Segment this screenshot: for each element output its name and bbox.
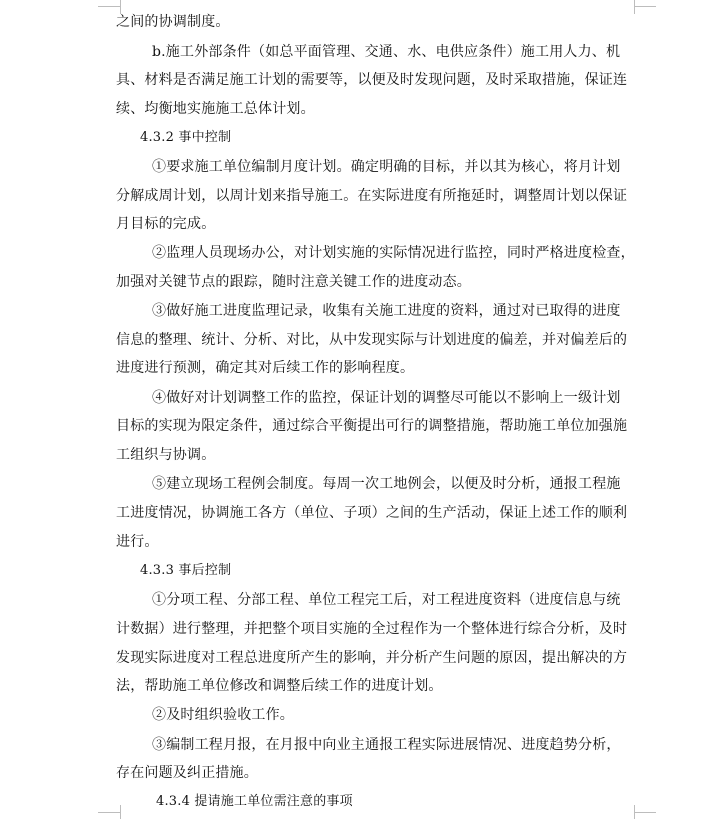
paragraph-line: 具、材料是否满足施工计划的需要等，以便及时发现问题，及时采取措施，保证连 (116, 72, 628, 88)
paragraph-line: 分解成周计划，以周计划来指导施工。在实际进度有所拖延时，调整周计划以保证 (116, 188, 628, 204)
paragraph-line: 之间的协调制度。 (116, 14, 230, 30)
section-heading: 4.3.3 事后控制 (140, 563, 232, 578)
paragraph-line: ②监理人员现场办公，对计划实施的实际情况进行监控，同时严格进度检查， (152, 245, 635, 261)
paragraph-line: 计数据）进行整理，并把整个项目实施的全过程作为一个整体进行综合分析，及时 (116, 621, 628, 637)
crop-mark (98, 6, 120, 7)
paragraph-line: 续、均衡地实施施工总体计划。 (116, 101, 315, 117)
crop-mark (120, 805, 121, 819)
paragraph-line: 工进度情况，协调施工各方（单位、子项）之间的生产活动，保证上述工作的顺利 (116, 505, 628, 521)
paragraph-line: 存在问题及纠正措施。 (116, 765, 258, 781)
paragraph-line: ④做好对计划调整工作的监控，保证计划的调整尽可能以不影响上一级计划 (152, 390, 621, 406)
paragraph-line: 加强对关键节点的跟踪，随时注意关键工作的进度动态。 (116, 274, 471, 290)
crop-mark (634, 0, 635, 14)
paragraph-line: 法，帮助施工单位修改和调整后续工作的进度计划。 (116, 678, 443, 694)
paragraph-line: 工组织与协调。 (116, 447, 216, 463)
paragraph-line: ①要求施工单位编制月度计划。确定明确的目标，并以其为核心，将月计划 (152, 159, 621, 175)
crop-mark (634, 812, 656, 813)
paragraph-line: ⑤建立现场工程例会制度。每周一次工地例会，以便及时分析，通报工程施 (152, 476, 621, 492)
crop-mark (634, 6, 656, 7)
paragraph-line: 月目标的完成。 (116, 216, 216, 232)
section-heading: 4.3.4 提请施工单位需注意的事项 (156, 794, 353, 809)
paragraph-line: ③做好施工进度监理记录，收集有关施工进度的资料，通过对已取得的进度 (152, 303, 621, 319)
paragraph-line: ①分项工程、分部工程、单位工程完工后，对工程进度资料（进度信息与统 (152, 592, 621, 608)
paragraph-line: 进度进行预测，确定其对后续工作的影响程度。 (116, 360, 415, 376)
section-heading: 4.3.2 事中控制 (140, 130, 232, 145)
paragraph-line: ②及时组织验收工作。 (152, 707, 294, 723)
crop-mark (98, 812, 120, 813)
crop-mark (634, 805, 635, 819)
paragraph-line: 进行。 (116, 534, 159, 550)
paragraph-line: 发现实际进度对工程总进度所产生的影响，并分析产生问题的原因，提出解决的方 (116, 650, 628, 666)
paragraph-line: 信息的整理、统计、分析、对比，从中发现实际与计划进度的偏差，并对偏差后的 (116, 332, 628, 348)
paragraph-line: b.施工外部条件（如总平面管理、交通、水、电供应条件）施工用人力、机 (152, 44, 621, 60)
paragraph-line: 目标的实现为限定条件，通过综合平衡提出可行的调整措施，帮助施工单位加强施 (116, 418, 628, 434)
paragraph-line: ③编制工程月报，在月报中向业主通报工程实际进展情况、进度趋势分析， (152, 737, 621, 753)
